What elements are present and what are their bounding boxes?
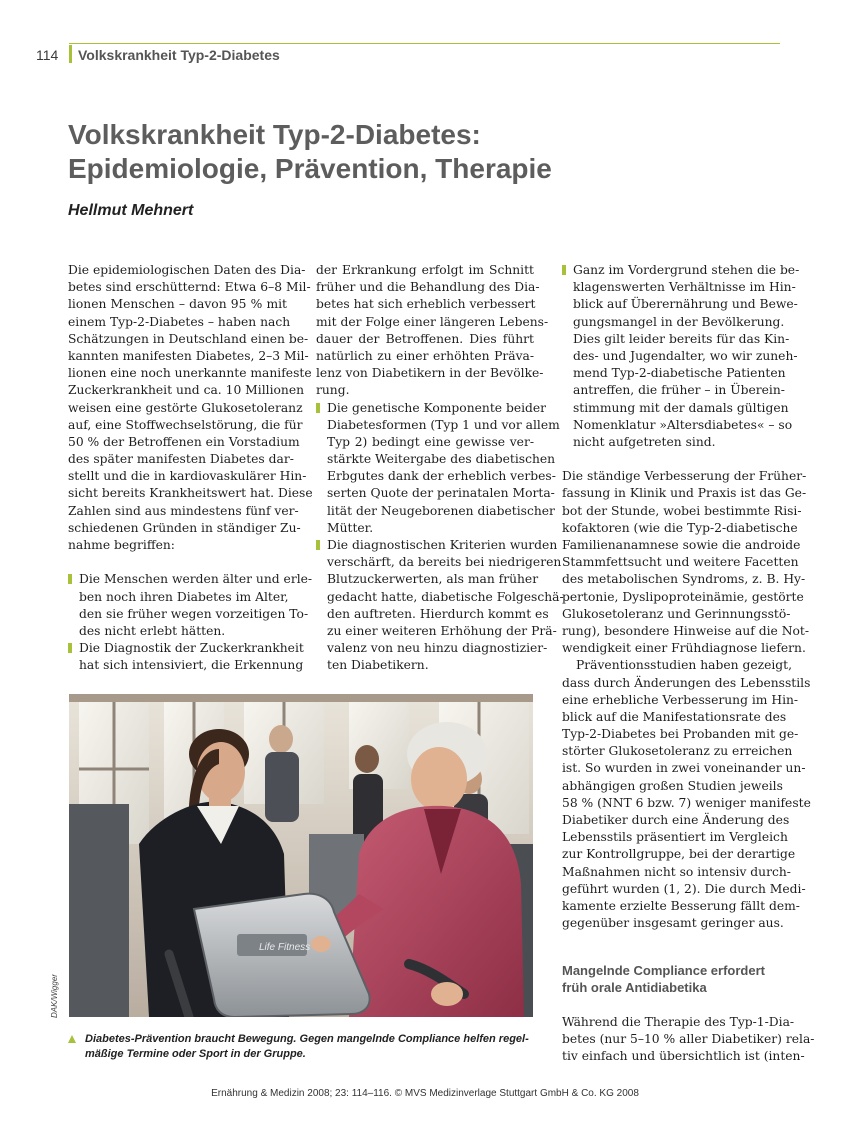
- text-line: natürlich zu einer erhöhten Präva-: [316, 348, 534, 363]
- text-line: zur Kontrollgruppe, bei der derartige: [562, 847, 796, 862]
- text-column-1: [68, 262, 313, 675]
- text-line: gegenüber insgesamt geringer aus.: [562, 916, 784, 931]
- text-line: fassung in Klinik und Praxis ist das Ge-: [562, 486, 807, 501]
- bullet-item: [316, 400, 560, 538]
- text-line: abhängigen großen Studien jeweils: [562, 778, 783, 793]
- text-line: Die epidemiologischen Daten des Dia-: [68, 263, 306, 277]
- text-line: betes sind erschütternd: Etwa 6–8 Mil-: [68, 280, 311, 295]
- text-line: bot der Stunde, wobei bestimmte Risi-: [562, 503, 802, 518]
- text-line: Zuckerkrankheit und ca. 10 Millionen: [68, 383, 305, 398]
- text-line: Typ-2-Diabetes bei Probanden mit ge-: [562, 727, 799, 742]
- footer-citation: Ernährung & Medizin 2008; 23: 114–116. © MVS Medizinverlage Stuttgart GmbH & Co. KG 2008: [211, 1088, 639, 1099]
- bullet-continuation: [316, 262, 549, 400]
- text-line: lenz von Diabetikern in der Bevölke-: [316, 366, 544, 381]
- bullet-item: [562, 262, 800, 451]
- page-number: 114: [36, 47, 59, 63]
- text-line: auf, eine Stoffwechselstörung, die für: [68, 417, 303, 432]
- text-line: geführt wurden (1, 2). Die durch Medi-: [562, 881, 806, 896]
- text-line: dass durch Änderungen des Lebensstils: [562, 675, 811, 690]
- bullet-line: Die genetische Komponente beider: [316, 400, 534, 417]
- header-accent-bar: [69, 45, 72, 63]
- text-line: blick auf die Manifestationsrate des: [562, 709, 787, 724]
- figure-photo-fitness: [69, 694, 533, 1017]
- text-line: Diabetiker durch eine Änderung des: [562, 813, 790, 827]
- text-line: klagenswerten Verhältnisse im Hin-: [573, 280, 796, 295]
- running-title: Volkskrankheit Typ-2-Diabetes: [78, 47, 280, 63]
- text-line: des nicht erlebt hätten.: [79, 623, 226, 638]
- text-line: Familienanamnese sowie die androide: [562, 538, 801, 552]
- text-line: Nomenklatur »Altersdiabetes« – so: [573, 417, 793, 432]
- text-line: Die ständige Verbesserung der Früher-: [562, 469, 807, 484]
- article-title: [68, 118, 768, 186]
- text-line: antreffen, die früher – in Überein-: [573, 383, 785, 398]
- text-line: Präventionsstudien haben gezeigt,: [576, 658, 793, 673]
- text-line: rung.: [316, 383, 350, 398]
- text-line: Diabetesformen (Typ 1 und vor allem: [327, 417, 560, 432]
- text-line: stellt und die in kardiovaskulärer Hin-: [68, 469, 307, 484]
- text-column-3-lower: [562, 1014, 815, 1066]
- article-title-line: Volkskrankheit Typ-2-Diabetes:: [68, 119, 481, 150]
- text-line: zu einer weiteren Erhöhung der Prä-: [327, 623, 557, 638]
- bullet-item: [68, 571, 313, 640]
- text-column-2: [316, 262, 564, 675]
- text-line: störter Glukosetoleranz zu erreichen: [562, 744, 793, 759]
- text-line: mit der Folge einer längeren Lebens-: [316, 314, 549, 329]
- bullet-line: Die diagnostischen Kriterien wurden: [316, 537, 534, 554]
- text-line: stimmung mit der damals gültigen: [573, 400, 789, 415]
- text-line: betes (nur 5–10 % aller Diabetiker) rela-: [562, 1032, 815, 1047]
- text-line: den auftreten. Hierdurch kommt es: [327, 606, 549, 621]
- section-heading-line: früh orale Antidiabetika: [562, 980, 707, 995]
- text-line: rung), besondere Hinweise auf die Not-: [562, 623, 809, 638]
- text-line: der Erkrankung erfolgt im Schnitt: [316, 263, 534, 277]
- article-title-line: Epidemiologie, Prävention, Therapie: [68, 153, 552, 184]
- header-rule: [69, 43, 780, 44]
- bullet-line: Ganz im Vordergrund stehen die be-: [562, 262, 780, 279]
- text-line: kannten manifesten Diabetes, 2–3 Mil-: [68, 348, 309, 363]
- text-line: Blutzuckerwerten, als man früher: [327, 572, 539, 587]
- text-line: blick auf Überernährung und Bewe-: [573, 297, 798, 312]
- text-line: mend Typ-2-diabetische Patienten: [573, 366, 786, 381]
- text-line: weisen eine gestörte Glukosetoleranz: [68, 400, 303, 415]
- text-line: dauer der Betroffenen. Dies führt: [316, 331, 534, 346]
- text-line: kamente erzielte Besserung fällt dem-: [562, 898, 800, 913]
- text-line: Stammfettsucht und weitere Facetten: [562, 555, 799, 570]
- text-line: nahme begriffen:: [68, 538, 175, 552]
- text-line: tiv einfach und übersichtlich ist (inten-: [562, 1049, 805, 1064]
- text-line: valenz von neu hinzu diagnostizier-: [327, 641, 548, 656]
- text-line: wendigkeit einer Frühdiagnose liefern.: [562, 641, 806, 656]
- text-line: lität der Neugeborenen diabetischer: [327, 503, 555, 518]
- bullet-line: Die Diagnostik der Zuckerkrankheit: [68, 640, 287, 657]
- text-line: ist. So wurden in zwei voneinander un-: [562, 761, 806, 776]
- text-line: hat sich intensiviert, die Erkennung: [79, 658, 304, 673]
- text-line: nicht aufgetreten sind.: [573, 434, 716, 449]
- text-line: 50 % der Betroffenen ein Vorstadium: [68, 434, 300, 449]
- section-heading: [562, 962, 782, 996]
- text-line: gedacht hatte, diabetische Folgeschä-: [327, 589, 564, 604]
- text-line: des- und Jugendalter, wo wir zuneh-: [573, 348, 798, 363]
- text-line: eine erhebliche Verbesserung im Hin-: [562, 692, 799, 707]
- text-line: betes hat sich erheblich verbessert: [316, 297, 536, 312]
- text-line: Lebensstils präsentiert im Vergleich: [562, 830, 788, 845]
- text-line: Während die Therapie des Typ-1-Dia-: [562, 1015, 795, 1029]
- text-line: pertonie, Dyslipoproteinämie, gestörte: [562, 589, 804, 604]
- text-line: stärkte Weitergabe des diabetischen: [327, 452, 556, 467]
- machine-brand-label: Life Fitness: [259, 942, 311, 953]
- text-line: früher und die Behandlung des Dia-: [316, 280, 540, 295]
- caption-line: Diabetes-Prävention braucht Bewegung. Gegen mangelnde Compliance helfen regel-: [85, 1033, 529, 1045]
- bullet-item: [316, 537, 564, 675]
- text-line: kofaktoren (wie die Typ-2-diabetische: [562, 520, 798, 535]
- text-line: ten Diabetikern.: [327, 658, 429, 673]
- section-heading-line: Mangelnde Compliance erfordert: [562, 963, 765, 978]
- text-line: Maßnahmen nicht so intensiv durch-: [562, 864, 791, 879]
- text-line: Glukosetoleranz und Gerinnungsstö-: [562, 606, 791, 621]
- text-line: Mütter.: [327, 520, 374, 535]
- paragraph: [562, 468, 809, 657]
- text-line: Dies gilt leider bereits für das Kin-: [573, 331, 790, 346]
- text-line: Typ 2) bedingt eine gewisse ver-: [327, 434, 534, 449]
- text-line: ben noch ihren Diabetes im Alter,: [79, 589, 289, 604]
- intro-paragraph: [68, 262, 313, 554]
- text-line: des später manifesten Diabetes dar-: [68, 452, 294, 467]
- text-line: den sie früher wegen vorzeitigen To-: [79, 606, 309, 621]
- text-line: 58 % (NNT 6 bzw. 7) weniger manifeste: [562, 795, 811, 810]
- text-line: Schätzungen in Deutschland einen be-: [68, 331, 309, 346]
- caption-marker-icon: [68, 1035, 76, 1043]
- text-line: des metabolischen Syndroms, z. B. Hy-: [562, 572, 806, 587]
- paragraph: [562, 657, 811, 932]
- text-line: gungsmangel in der Bevölkerung.: [573, 314, 785, 329]
- photo-credit: DAK/Wigger: [50, 974, 59, 1018]
- text-line: verschärft, da bereits bei niedrigeren: [327, 555, 562, 570]
- bullet-line: Die Menschen werden älter und erle-: [68, 571, 287, 588]
- text-line: schiedenen Gründen in ständiger Zu-: [68, 520, 301, 535]
- text-line: serten Quote der perinatalen Morta-: [327, 486, 555, 501]
- article-author: Hellmut Mehnert: [68, 202, 194, 219]
- bullet-item: [68, 640, 304, 674]
- text-line: einem Typ-2-Diabetes – haben nach: [68, 314, 291, 329]
- text-line: Erbgutes dank der erheblich verbes-: [327, 469, 556, 484]
- text-line: lionen Menschen – davon 95 % mit: [68, 297, 287, 312]
- text-line: lionen eine noch unerkannte manifeste: [68, 366, 312, 381]
- caption-line: mäßige Termine oder Sport in der Gruppe.: [85, 1048, 306, 1060]
- text-column-3: [562, 262, 811, 932]
- text-line: sicht bereits Krankheitswert hat. Diese: [68, 486, 313, 501]
- text-line: Zahlen sind aus mindestens fünf ver-: [68, 503, 299, 518]
